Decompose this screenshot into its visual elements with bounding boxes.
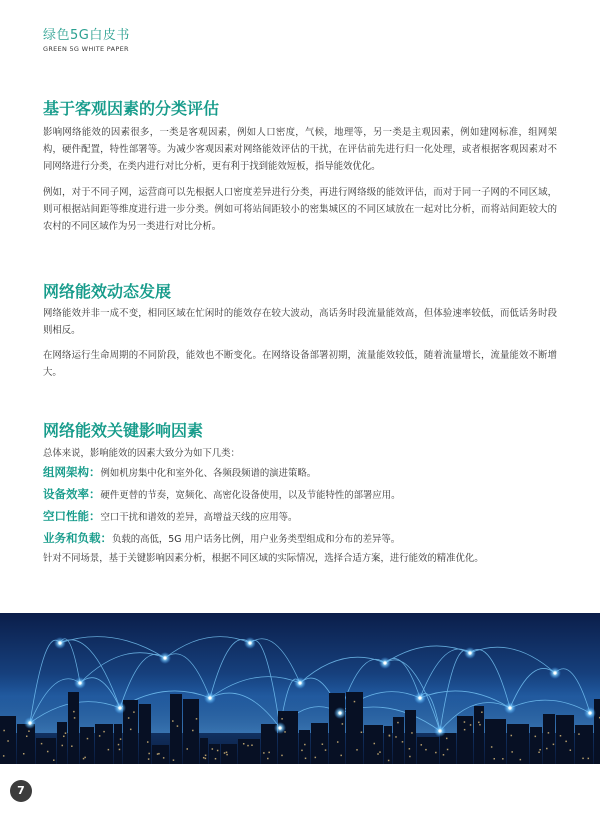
city-network-image bbox=[0, 613, 600, 764]
factor-item bbox=[43, 486, 557, 504]
header-title: 绿色5G白皮书 bbox=[43, 28, 130, 43]
paragraph: 在网络运行生命周期的不同阶段，能效也不断变化。在网络设备部署初期，流量能效较低，随着流量增长，流量能效不断增大。 bbox=[43, 350, 557, 378]
factor-key: 业务和负载： bbox=[43, 531, 112, 545]
page-number: 7 bbox=[10, 780, 32, 802]
paragraph: 例如，对于不同子网，运营商可以先根据人口密度差异进行分类，再进行网络级的能效评估，而对于同一子网的不同区域，则可根据站间距等维度进行进一步分类。例如可将站间距较小的密集城区的不同区域放在一起对比分析，而将站间距较大的农村的不同区域作为另一类进行对比分析。 bbox=[43, 187, 557, 232]
factor-key: 设备效率： bbox=[43, 487, 101, 501]
intro-text: 总体来说，影响能效的因素大致分为如下几类： bbox=[43, 448, 240, 459]
section-dynamic-development bbox=[43, 281, 557, 381]
factor-value: 空口干扰和谱效的差异，高增益天线的应用等。 bbox=[100, 512, 298, 523]
factor-item bbox=[43, 508, 557, 526]
paragraph: 影响网络能效的因素很多，一类是客观因素，例如人口密度，气候，地理等，另一类是主观因素，例如建网标准，组网架构，硬件配置，特性部署等。为减少客观因素对网络能效评估的干扰，在评估前先进行归一化处理，或者根据客观因素对不同网络进行分类，在类内进行对比分析，更有利于找到能效短板，指导能效优化。 bbox=[43, 127, 557, 172]
factor-value: 例如机房集中化和室外化、各频段频谱的演进策略。 bbox=[100, 468, 317, 479]
section-key-factors bbox=[43, 420, 557, 567]
factor-value: 硬件更替的节奏，宽频化、高密化设备使用，以及节能特性的部署应用。 bbox=[100, 490, 401, 501]
factor-key: 空口性能： bbox=[43, 509, 101, 523]
running-header bbox=[43, 28, 130, 54]
section-title: 网络能效动态发展 bbox=[43, 282, 172, 301]
factor-item bbox=[43, 464, 557, 482]
outro-text: 针对不同场景，基于关键影响因素分析，根据不同区域的实际情况，选择合适方案，进行能效的精准优化。 bbox=[43, 553, 484, 564]
city-network-illustration bbox=[0, 613, 600, 764]
section-objective-classification bbox=[43, 98, 557, 235]
section-title: 基于客观因素的分类评估 bbox=[43, 99, 220, 118]
header-subtitle: GREEN 5G WHITE PAPER bbox=[43, 45, 129, 53]
factor-value: 负载的高低，5G 用户话务比例，用户业务类型组成和分布的差异等。 bbox=[112, 534, 401, 545]
factor-item bbox=[43, 530, 557, 548]
factor-key: 组网架构： bbox=[43, 465, 101, 479]
paragraph: 网络能效并非一成不变，相同区域在忙闲时的能效存在较大波动，高话务时段流量能效高，但体验速率较低，而低话务时段则相反。 bbox=[43, 308, 557, 336]
section-title: 网络能效关键影响因素 bbox=[43, 421, 204, 440]
